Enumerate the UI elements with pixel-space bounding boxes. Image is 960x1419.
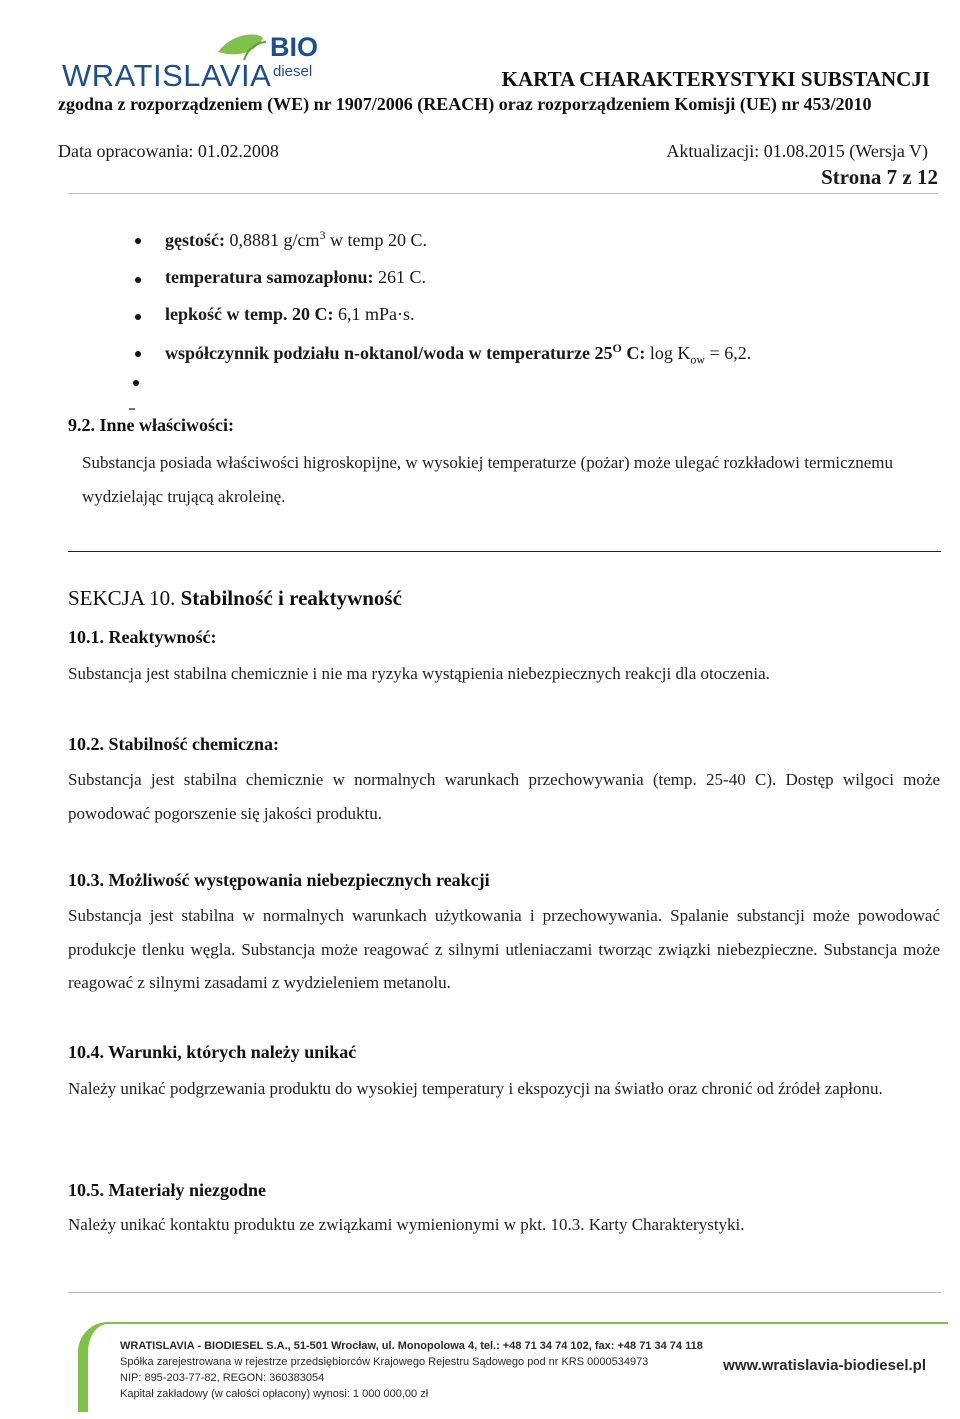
heading-10-1: 10.1. Reaktywność: <box>68 627 217 647</box>
logo-wordmark: WRATISLAVIA <box>62 58 272 93</box>
bullet-density: gęstość: 0,8881 $g/cm^3$ w temp 20 C. <box>165 228 427 250</box>
section-title: SEKCJA 10. Stabilność i reaktywność <box>68 586 402 610</box>
text-9-2: Substancja posiada właściwości higroskopijne, w wysokiej temperaturze (pożar) może ulegać rozkładowi termicznemu wydzielając trującą akroleinę. <box>82 453 894 506</box>
text-10-1: Substancja jest stabilna chemicznie i nie ma ryzyka wystąpienia niebezpiecznych reakcji dla otoczenia. <box>68 664 770 683</box>
text-10-4: Należy unikać podgrzewania produktu do wysokiej temperatury i ekspozycji na światło oraz chronić od źródeł zapłonu. <box>68 1079 883 1098</box>
text-10-5: Należy unikać kontaktu produktu ze związkami wymienionymi w pkt. 10.3. Karty Charakterystyki. <box>68 1215 745 1234</box>
heading-10-4: 10.4. Warunki, których należy unikać <box>68 1042 357 1062</box>
bullet-viscosity: lepkość w temp. 20 C: 6,1 mPa·s. <box>165 304 415 324</box>
text-10-2: Substancja jest stabilna chemicznie w normalnych warunkach przechowywania (temp. 25-40 C). Dostęp wilgoci może powodować pogorszenie się jakości produktu. <box>68 770 940 823</box>
date-updated: Aktualizacji: 01.08.2015 (Wersja V) <box>666 141 928 161</box>
logo-bio: BIO <box>270 32 319 62</box>
heading-10-3: 10.3. Możliwość występowania niebezpiecznych reakcji <box>68 870 490 890</box>
footer-tax-ids: NIP: 895-203-77-82, REGON: 360383054 <box>120 1372 325 1384</box>
page-number: Strona 7 z 12 <box>821 165 938 189</box>
section-divider <box>68 551 941 552</box>
regulation-line: zgodna z rozporządzeniem (WE) nr 1907/2006 (REACH) oraz rozporządzeniem Komisji (UE) nr 453/2010 <box>58 94 872 114</box>
header-divider <box>68 193 938 194</box>
footer-capital: Kapitał zakładowy (w całości opłacony) wynosi: 1 000 000,00 zł <box>120 1388 429 1400</box>
heading-10-5: 10.5. Materiały niezgodne <box>68 1180 266 1200</box>
footer-company-info <box>120 1338 703 1402</box>
date-created: Data opracowania: 01.02.2008 <box>58 141 279 161</box>
footer-registry: Spółka zarejestrowana w rejestrze przedsiębiorców Krajowego Rejestru Sądowego pod nr KRS 0000534973 <box>120 1356 649 1368</box>
heading-10-2: 10.2. Stabilność chemiczna: <box>68 734 279 754</box>
divider-mark <box>129 408 135 410</box>
logo-diesel: diesel <box>273 63 313 80</box>
footer-address: WRATISLAVIA - BIODIESEL S.A., 51-501 Wrocław, ul. Monopolowa 4, tel.: +48 71 34 74 102, fax: +48 71 34 74 118 <box>120 1340 703 1352</box>
bullet-autoignition: temperatura samozapłonu: 261 C. <box>165 267 426 287</box>
text-10-3: Substancja jest stabilna w normalnych warunkach użytkowania i przechowywania. Spalanie substancji może powodować produkcje tlenku węgla. Substancja może reagować z silnymi utleniaczami tworząc związki niebezpieczne. Substancja może reagować z silnymi zasadami z wydzieleniem metanolu. <box>68 906 940 992</box>
document-title: KARTA CHARAKTERYSTYKI SUBSTANCJI <box>501 67 930 91</box>
footer-website-link[interactable]: www.wratislavia-biodiesel.pl <box>723 1357 926 1374</box>
footer-divider <box>68 1292 941 1293</box>
empty-bullet <box>133 380 139 386</box>
company-logo <box>58 30 318 92</box>
heading-9-2: 9.2. Inne właściwości: <box>68 415 234 435</box>
bullet-partition: współczynnik podziału n-oktanol/woda w temperaturze $25^O$ C: $\log K_{ow} = 6,2$. <box>165 341 752 367</box>
